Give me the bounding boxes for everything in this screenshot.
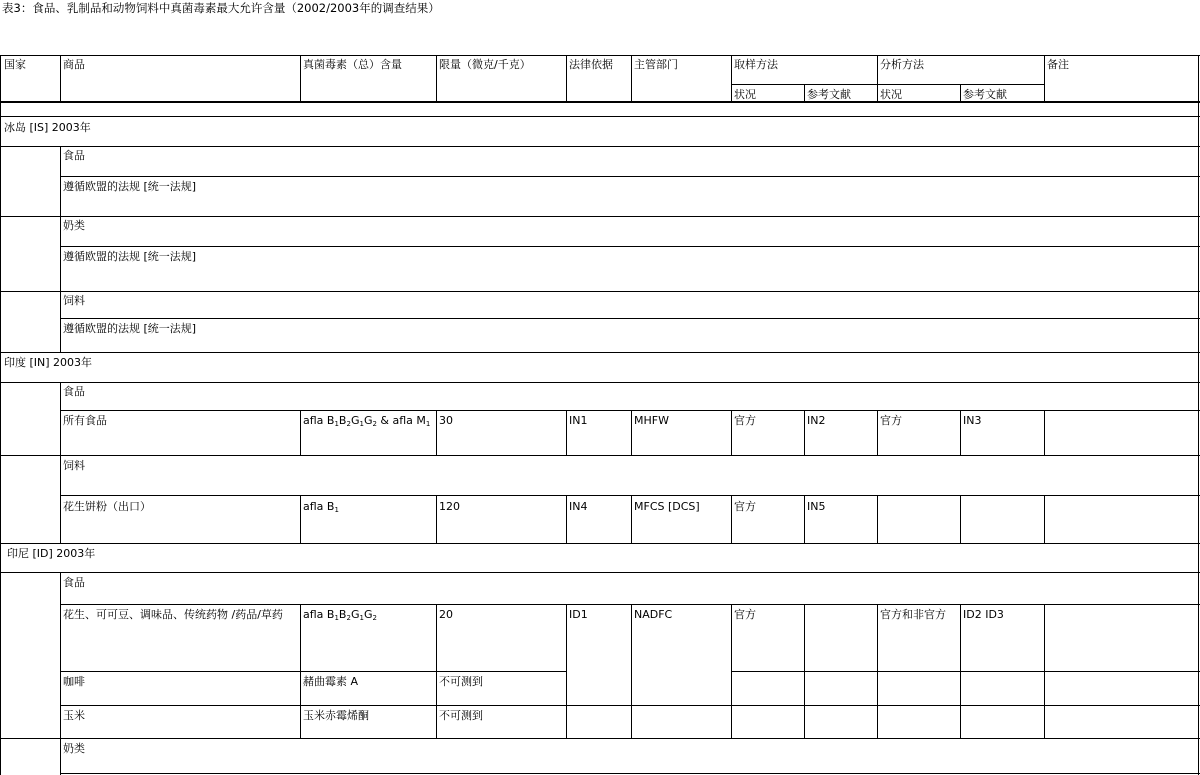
cell-legal-basis: IN1 [569, 414, 588, 427]
header-authority: 主管部门 [634, 58, 678, 71]
rule [0, 116, 1200, 117]
cell-sampling-status: 官方 [734, 608, 756, 621]
rule-text: 遵循欧盟的法规 [统一法规] [63, 322, 197, 335]
rule [0, 55, 1200, 56]
cell-commodity: 花生、可可豆、调味品、传统药物 /药品/草药 [63, 608, 283, 621]
cell-analysis-status: 官方 [880, 414, 902, 427]
rule [60, 495, 1200, 496]
cell-commodity: 所有食品 [63, 414, 107, 427]
rule [1044, 55, 1045, 102]
rule [300, 410, 301, 455]
rule [1198, 55, 1199, 775]
rule [436, 604, 437, 738]
cell-limit: 20 [439, 608, 453, 621]
cell-mycotoxin: 玉米赤霉烯酮 [303, 709, 369, 722]
rule [1044, 410, 1045, 455]
cell-sampling-reference: IN2 [807, 414, 826, 427]
cell-legal-basis: IN4 [569, 500, 588, 513]
category-feed: 饲料 [63, 294, 85, 307]
rule [60, 55, 61, 102]
cell-analysis-reference: IN3 [963, 414, 982, 427]
rule [877, 604, 878, 738]
header-sampling-status: 状况 [734, 88, 756, 101]
rule [0, 543, 1200, 544]
category-food: 食品 [63, 385, 85, 398]
rule [0, 738, 1200, 739]
header-remarks: 备注 [1047, 58, 1069, 71]
category-feed: 饲料 [63, 459, 85, 472]
cell-limit: 不可测到 [439, 709, 483, 722]
cell-limit: 30 [439, 414, 453, 427]
rule [300, 495, 301, 543]
rule [0, 572, 1200, 573]
rule [731, 84, 1045, 85]
rule [60, 410, 1200, 411]
rule [960, 495, 961, 543]
rule [436, 55, 437, 102]
rule [631, 410, 632, 455]
rule [0, 455, 1200, 456]
rule [731, 55, 732, 102]
header-analysis: 分析方法 [880, 58, 924, 71]
rule [804, 604, 805, 738]
rule [60, 705, 1200, 706]
header-commodity: 商品 [63, 58, 85, 71]
rule [436, 410, 437, 455]
header-analysis-reference: 参考文献 [963, 88, 1007, 101]
rule [731, 671, 1200, 672]
rule [1044, 495, 1045, 543]
cell-mycotoxin: afla $B_1B_2G_1G_2$ [303, 608, 377, 622]
rule [877, 55, 878, 102]
rule [804, 410, 805, 455]
rule [0, 382, 1200, 383]
rule [60, 246, 1200, 247]
country-iceland: 冰岛 [IS] 2003年 [4, 121, 91, 134]
cell-mycotoxin: afla $B_1$ [303, 500, 339, 514]
cell-sampling-reference: IN5 [807, 500, 826, 513]
document-title: 表3：食品、乳制品和动物饲料中真菌毒素最大允许含量（2002/2003年的调查结果） [2, 1, 440, 15]
rule [631, 55, 632, 102]
rule [60, 382, 61, 543]
rule [877, 495, 878, 543]
cell-analysis-status: 官方和非官方 [880, 608, 946, 621]
cell-mycotoxin: 赭曲霉素 A [303, 675, 359, 688]
cell-analysis-reference: ID2 ID3 [963, 608, 1004, 621]
country-india: 印度 [IN] 2003年 [4, 356, 93, 369]
rule [731, 495, 732, 543]
rule [300, 604, 301, 738]
rule [0, 291, 1200, 292]
rule [0, 216, 1200, 217]
rule [960, 410, 961, 455]
rule [566, 604, 567, 738]
rule [804, 495, 805, 543]
rule [60, 318, 1200, 319]
cell-authority: MHFW [634, 414, 669, 427]
header-mycotoxin: 真菌毒素（总）含量 [303, 58, 402, 71]
rule [60, 572, 61, 775]
rule [300, 55, 301, 102]
rule [960, 84, 961, 102]
cell-sampling-status: 官方 [734, 414, 756, 427]
cell-commodity: 花生饼粉（出口） [63, 500, 151, 513]
rule [60, 671, 566, 672]
header-country: 国家 [4, 58, 26, 71]
cell-sampling-status: 官方 [734, 500, 756, 513]
rule [960, 604, 961, 738]
rule [566, 410, 567, 455]
rule [1044, 604, 1045, 738]
rule [731, 604, 732, 738]
rule [60, 146, 61, 352]
header-sampling-reference: 参考文献 [807, 88, 851, 101]
rule-text: 遵循欧盟的法规 [统一法规] [63, 180, 197, 193]
rule [804, 84, 805, 102]
rule [0, 101, 1200, 103]
rule [566, 55, 567, 102]
cell-mycotoxin: afla $B_1B_2G_1G_2$ & afla $M_1$ [303, 414, 431, 428]
header-legal-basis: 法律依据 [569, 58, 613, 71]
category-food: 食品 [63, 576, 85, 589]
cell-commodity: 玉米 [63, 709, 85, 722]
rule-text: 遵循欧盟的法规 [统一法规] [63, 250, 197, 263]
rule [566, 495, 567, 543]
category-dairy: 奶类 [63, 219, 85, 232]
cell-legal-basis: ID1 [569, 608, 588, 621]
cell-authority: NADFC [634, 608, 673, 621]
category-dairy: 奶类 [63, 742, 85, 755]
header-limit: 限量（微克/千克） [439, 58, 531, 71]
rule [60, 176, 1200, 177]
header-analysis-status: 状况 [880, 88, 902, 101]
cell-limit: 120 [439, 500, 460, 513]
cell-limit: 不可测到 [439, 675, 483, 688]
cell-authority: MFCS [DCS] [634, 500, 700, 513]
rule [0, 55, 1, 775]
header-sampling: 取样方法 [734, 58, 778, 71]
rule [877, 410, 878, 455]
cell-commodity: 咖啡 [63, 675, 85, 688]
category-food: 食品 [63, 149, 85, 162]
rule [731, 410, 732, 455]
country-indonesia: 印尼 [ID] 2003年 [7, 547, 96, 560]
rule [436, 495, 437, 543]
rule [0, 146, 1200, 147]
rule [631, 495, 632, 543]
rule [631, 604, 632, 738]
rule [60, 604, 1200, 605]
rule [60, 773, 1200, 774]
rule [0, 352, 1200, 353]
